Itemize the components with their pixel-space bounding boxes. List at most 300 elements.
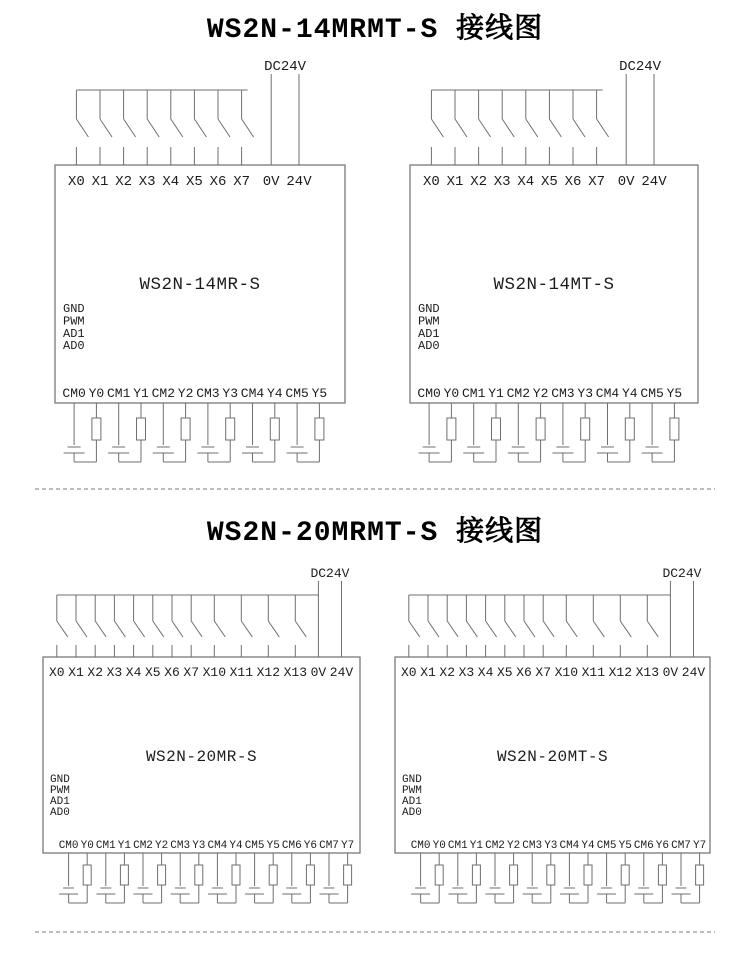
switch-blade — [505, 621, 516, 637]
no-contact-switch-icon — [466, 595, 477, 637]
side-port-label: PWM — [50, 785, 70, 797]
load-resistor-icon — [344, 865, 352, 885]
no-contact-switch-icon — [134, 595, 145, 637]
no-contact-switch-icon — [524, 595, 535, 637]
input-terminal-label: X3 — [493, 174, 511, 190]
input-terminal-label: X0 — [400, 665, 417, 680]
switch-blade — [647, 621, 658, 637]
power-terminal-label: 0V — [310, 665, 327, 680]
output-terminal-label: CM5 — [285, 386, 309, 401]
input-terminal-label: X6 — [516, 665, 532, 680]
dc24v-label: DC24V — [264, 59, 307, 75]
side-port-label: PWM — [63, 314, 85, 329]
load-resistor-icon — [625, 418, 634, 440]
side-port-label: PWM — [402, 785, 422, 797]
side-port-label: GND — [50, 774, 70, 786]
load-resistor-icon — [232, 865, 240, 885]
side-port-label: GND — [402, 774, 422, 786]
input-terminal-label: X6 — [164, 665, 180, 680]
battery-icon — [320, 888, 339, 894]
side-port-label: PWM — [418, 314, 440, 329]
output-terminal-label: CM1 — [447, 840, 468, 852]
switch-blade — [620, 621, 631, 637]
power-terminal-label: 24V — [681, 665, 706, 680]
switch-blade — [593, 621, 604, 637]
switch-blade — [134, 621, 145, 637]
input-terminal-label: X0 — [67, 174, 85, 190]
output-load-circuit — [634, 853, 666, 903]
input-terminal-label: X2 — [470, 174, 488, 190]
load-resistor-icon — [306, 865, 314, 885]
battery-icon — [96, 888, 115, 894]
no-contact-switch-icon — [241, 595, 252, 637]
output-load-circuit — [197, 403, 234, 462]
no-contact-switch-icon — [409, 595, 420, 637]
output-load-circuit — [287, 403, 324, 462]
output-terminal-label: Y2 — [177, 386, 194, 401]
side-port-label: AD0 — [418, 339, 440, 354]
output-terminal-label: CM6 — [633, 840, 654, 852]
input-terminal-label: X1 — [91, 174, 109, 190]
input-terminal-label: X3 — [458, 665, 475, 680]
battery-icon — [560, 888, 579, 894]
load-resistor-icon — [584, 865, 592, 885]
dc24v-label: DC24V — [310, 566, 350, 581]
input-terminal-label: X7 — [183, 665, 200, 680]
output-terminal-label: Y2 — [532, 386, 549, 401]
input-terminal-label: X1 — [68, 665, 84, 680]
output-terminal-label: Y5 — [618, 840, 632, 852]
no-contact-switch-icon — [76, 595, 87, 637]
module-diagram-ws2n-20mr-s — [43, 566, 360, 903]
switch-blade — [428, 621, 439, 637]
battery-icon — [108, 447, 129, 453]
battery-icon — [59, 888, 78, 894]
no-contact-switch-icon — [543, 595, 554, 637]
switch-blade — [526, 119, 538, 137]
no-contact-switch-icon — [479, 90, 491, 137]
battery-icon — [282, 888, 301, 894]
output-load-circuit — [597, 403, 634, 462]
power-terminal-label: 24V — [641, 174, 667, 190]
output-terminal-label: Y0 — [88, 386, 105, 401]
input-terminal-label: X5 — [540, 174, 558, 190]
output-terminal-label: Y5 — [266, 840, 280, 852]
input-terminal-label: X13 — [283, 665, 308, 680]
output-terminal-label: CM7 — [671, 840, 691, 852]
no-contact-switch-icon — [597, 90, 609, 137]
output-load-circuit — [64, 403, 101, 462]
switch-blade — [431, 119, 443, 137]
module-diagram-ws2n-14mt-s — [410, 59, 698, 462]
switch-blade — [171, 119, 183, 137]
module-name: WS2N-20MR-S — [145, 748, 258, 766]
switch-blade — [194, 119, 206, 137]
input-terminal-label: X10 — [554, 665, 579, 680]
input-terminal-label: X1 — [420, 665, 436, 680]
switch-blade — [57, 621, 68, 637]
output-terminal-label: CM4 — [595, 386, 620, 401]
output-terminal-label: CM2 — [133, 840, 153, 852]
output-terminal-label: CM5 — [640, 386, 664, 401]
no-contact-switch-icon — [171, 90, 183, 137]
output-terminal-label: Y2 — [154, 840, 169, 852]
no-contact-switch-icon — [124, 90, 136, 137]
output-terminal-label: Y2 — [506, 840, 521, 852]
load-resistor-icon — [315, 418, 324, 440]
output-load-circuit — [59, 853, 91, 903]
output-terminal-label: Y4 — [229, 840, 243, 852]
battery-icon — [242, 447, 263, 453]
no-contact-switch-icon — [593, 595, 604, 637]
output-terminal-label: CM0 — [410, 840, 431, 852]
input-terminal-label: X6 — [209, 174, 227, 190]
switch-blade — [153, 621, 164, 637]
no-contact-switch-icon — [295, 595, 306, 637]
battery-icon — [419, 447, 440, 453]
module-diagram-ws2n-20mt-s — [395, 566, 710, 903]
no-contact-switch-icon — [447, 595, 458, 637]
output-terminal-label: CM0 — [417, 386, 441, 401]
no-contact-switch-icon — [428, 595, 439, 637]
section1-figures — [55, 59, 698, 462]
input-terminal-label: X11 — [229, 665, 254, 680]
output-load-circuit — [448, 853, 480, 903]
input-terminal-label: X4 — [517, 174, 535, 190]
input-terminal-label: X10 — [202, 665, 227, 680]
switch-blade — [466, 621, 477, 637]
output-terminal-label: CM3 — [170, 840, 191, 852]
input-terminal-label: X0 — [422, 174, 440, 190]
no-contact-switch-icon — [242, 90, 254, 137]
input-terminal-label: X5 — [496, 665, 513, 680]
side-port-label: AD0 — [63, 339, 85, 354]
switch-blade — [447, 621, 458, 637]
power-terminal-label: 0V — [262, 174, 280, 190]
module-name: WS2N-14MT-S — [493, 275, 615, 295]
no-contact-switch-icon — [647, 595, 658, 637]
switch-blade — [242, 119, 254, 137]
input-terminal-label: X5 — [144, 665, 161, 680]
load-resistor-icon — [270, 418, 279, 440]
power-terminal-label: 24V — [286, 174, 312, 190]
output-load-circuit — [411, 853, 443, 903]
output-terminal-label: Y0 — [80, 840, 94, 852]
load-resistor-icon — [621, 865, 629, 885]
input-terminal-label: X12 — [608, 665, 633, 680]
section2-title: WS2N-20MRMT-S 接线图 — [206, 518, 544, 549]
side-port-label: AD1 — [402, 796, 422, 808]
no-contact-switch-icon — [95, 595, 106, 637]
output-terminal-label: CM0 — [62, 386, 86, 401]
battery-icon — [672, 888, 691, 894]
output-terminal-label: Y7 — [692, 840, 707, 852]
output-terminal-label: Y1 — [133, 386, 149, 401]
load-resistor-icon — [581, 418, 590, 440]
output-terminal-label: Y1 — [469, 840, 484, 852]
no-contact-switch-icon — [214, 595, 225, 637]
switch-blade — [268, 621, 279, 637]
no-contact-switch-icon — [431, 90, 443, 137]
battery-icon — [508, 447, 529, 453]
switch-blade — [172, 621, 183, 637]
switch-blade — [124, 119, 136, 137]
output-terminal-label: Y0 — [432, 840, 446, 852]
output-load-circuit — [672, 853, 704, 903]
output-terminal-label: CM1 — [106, 386, 131, 401]
switch-blade — [295, 621, 306, 637]
output-terminal-label: Y4 — [621, 386, 638, 401]
output-terminal-label: CM3 — [551, 386, 575, 401]
switch-blade — [543, 621, 554, 637]
input-terminal-label: X11 — [581, 665, 606, 680]
load-resistor-icon — [181, 418, 190, 440]
output-load-circuit — [508, 403, 545, 462]
no-contact-switch-icon — [100, 90, 112, 137]
input-terminal-label: X4 — [477, 665, 494, 680]
load-resistor-icon — [447, 418, 456, 440]
output-load-circuit — [486, 853, 518, 903]
side-port-label: AD1 — [418, 326, 440, 341]
output-load-circuit — [108, 403, 145, 462]
output-load-circuit — [419, 403, 456, 462]
input-terminal-label: X2 — [439, 665, 456, 680]
no-contact-switch-icon — [268, 595, 279, 637]
switch-blade — [549, 119, 561, 137]
switch-blade — [218, 119, 230, 137]
load-resistor-icon — [120, 865, 128, 885]
switch-blade — [76, 119, 88, 137]
load-resistor-icon — [137, 418, 146, 440]
output-terminal-label: CM6 — [281, 840, 302, 852]
battery-icon — [171, 888, 190, 894]
no-contact-switch-icon — [526, 90, 538, 137]
input-terminal-label: X4 — [125, 665, 142, 680]
output-terminal-label: Y4 — [581, 840, 595, 852]
module-name: WS2N-20MT-S — [496, 748, 609, 766]
no-contact-switch-icon — [153, 595, 164, 637]
battery-icon — [134, 888, 153, 894]
battery-icon — [634, 888, 653, 894]
output-terminal-label: Y6 — [303, 840, 318, 852]
dc24v-label: DC24V — [662, 566, 702, 581]
input-terminal-label: X12 — [256, 665, 281, 680]
input-terminal-label: X5 — [185, 174, 203, 190]
no-contact-switch-icon — [76, 90, 88, 137]
load-resistor-icon — [158, 865, 166, 885]
load-resistor-icon — [195, 865, 203, 885]
output-terminal-label: Y3 — [577, 386, 594, 401]
no-contact-switch-icon — [57, 595, 68, 637]
output-terminal-label: CM2 — [485, 840, 505, 852]
dc24v-label: DC24V — [619, 59, 662, 75]
switch-blade — [597, 119, 609, 137]
switch-blade — [524, 621, 535, 637]
output-terminal-label: Y1 — [488, 386, 504, 401]
switch-blade — [486, 621, 497, 637]
load-resistor-icon — [92, 418, 101, 440]
load-resistor-icon — [536, 418, 545, 440]
output-terminal-label: Y5 — [311, 386, 328, 401]
battery-icon — [287, 447, 308, 453]
output-terminal-label: CM1 — [461, 386, 486, 401]
no-contact-switch-icon — [620, 595, 631, 637]
switch-blade — [241, 621, 252, 637]
module-diagram-ws2n-14mr-s — [55, 59, 345, 462]
battery-icon — [448, 888, 467, 894]
output-load-circuit — [242, 403, 279, 462]
no-contact-switch-icon — [573, 90, 585, 137]
input-terminal-label: X3 — [106, 665, 123, 680]
switch-blade — [147, 119, 159, 137]
output-terminal-label: Y3 — [544, 840, 558, 852]
output-terminal-label: CM1 — [95, 840, 116, 852]
no-contact-switch-icon — [566, 595, 577, 637]
output-load-circuit — [153, 403, 190, 462]
battery-icon — [197, 447, 218, 453]
side-port-label: GND — [418, 302, 440, 316]
switch-blade — [95, 621, 106, 637]
output-terminal-label: Y3 — [192, 840, 206, 852]
battery-icon — [64, 447, 85, 453]
output-terminal-label: Y1 — [117, 840, 132, 852]
switch-blade — [409, 621, 420, 637]
load-resistor-icon — [269, 865, 277, 885]
battery-icon — [208, 888, 227, 894]
power-terminal-label: 24V — [329, 665, 354, 680]
battery-icon — [411, 888, 430, 894]
no-contact-switch-icon — [455, 90, 467, 137]
output-terminal-label: Y3 — [222, 386, 239, 401]
battery-icon — [245, 888, 264, 894]
input-terminal-label: X7 — [233, 174, 251, 190]
output-terminal-label: Y4 — [266, 386, 283, 401]
output-load-circuit — [134, 853, 166, 903]
battery-icon — [597, 447, 618, 453]
load-resistor-icon — [226, 418, 235, 440]
switch-blade — [100, 119, 112, 137]
input-terminal-label: X0 — [48, 665, 65, 680]
battery-icon — [153, 447, 174, 453]
no-contact-switch-icon — [194, 90, 206, 137]
load-resistor-icon — [510, 865, 518, 885]
output-terminal-label: CM5 — [596, 840, 617, 852]
no-contact-switch-icon — [549, 90, 561, 137]
output-terminal-label: CM0 — [58, 840, 79, 852]
output-terminal-label: CM7 — [319, 840, 339, 852]
output-load-circuit — [208, 853, 240, 903]
power-terminal-label: 0V — [617, 174, 635, 190]
load-resistor-icon — [472, 865, 480, 885]
output-load-circuit — [560, 853, 592, 903]
output-load-circuit — [96, 853, 128, 903]
output-load-circuit — [523, 853, 555, 903]
input-terminal-label: X2 — [87, 665, 104, 680]
output-terminal-label: CM3 — [522, 840, 543, 852]
output-load-circuit — [171, 853, 203, 903]
switch-blade — [114, 621, 125, 637]
battery-icon — [597, 888, 616, 894]
load-resistor-icon — [547, 865, 555, 885]
module-name: WS2N-14MR-S — [139, 275, 261, 295]
switch-blade — [573, 119, 585, 137]
no-contact-switch-icon — [505, 595, 516, 637]
load-resistor-icon — [670, 418, 679, 440]
no-contact-switch-icon — [147, 90, 159, 137]
output-load-circuit — [245, 853, 277, 903]
load-resistor-icon — [83, 865, 91, 885]
battery-icon — [463, 447, 484, 453]
power-terminal-label: 0V — [662, 665, 679, 680]
output-terminal-label: CM3 — [196, 386, 220, 401]
section2-figures — [43, 566, 710, 903]
output-terminal-label: CM2 — [151, 386, 176, 401]
no-contact-switch-icon — [172, 595, 183, 637]
no-contact-switch-icon — [502, 90, 514, 137]
input-terminal-label: X3 — [138, 174, 156, 190]
input-terminal-label: X6 — [564, 174, 582, 190]
side-port-label: AD1 — [50, 796, 70, 808]
output-terminal-label: Y7 — [340, 840, 355, 852]
load-resistor-icon — [696, 865, 704, 885]
switch-blade — [502, 119, 514, 137]
output-terminal-label: CM4 — [559, 840, 580, 852]
input-terminal-label: X4 — [162, 174, 180, 190]
switch-blade — [455, 119, 467, 137]
load-resistor-icon — [658, 865, 666, 885]
side-port-label: AD0 — [402, 807, 422, 819]
battery-icon — [523, 888, 542, 894]
switch-blade — [76, 621, 87, 637]
load-resistor-icon — [492, 418, 501, 440]
input-terminal-label: X2 — [115, 174, 133, 190]
load-resistor-icon — [435, 865, 443, 885]
output-terminal-label: CM5 — [244, 840, 265, 852]
input-terminal-label: X13 — [635, 665, 660, 680]
output-load-circuit — [552, 403, 589, 462]
side-port-label: AD1 — [63, 326, 85, 341]
output-terminal-label: CM2 — [506, 386, 531, 401]
input-terminal-label: X7 — [588, 174, 606, 190]
output-load-circuit — [463, 403, 500, 462]
input-terminal-label: X7 — [535, 665, 552, 680]
output-load-circuit — [597, 853, 629, 903]
output-terminal-label: Y6 — [655, 840, 670, 852]
output-terminal-label: CM4 — [240, 386, 265, 401]
switch-blade — [566, 621, 577, 637]
battery-icon — [642, 447, 663, 453]
no-contact-switch-icon — [486, 595, 497, 637]
battery-icon — [552, 447, 573, 453]
no-contact-switch-icon — [191, 595, 202, 637]
no-contact-switch-icon — [218, 90, 230, 137]
switch-blade — [214, 621, 225, 637]
output-load-circuit — [282, 853, 314, 903]
output-load-circuit — [320, 853, 352, 903]
side-port-label: AD0 — [50, 807, 70, 819]
output-terminal-label: Y5 — [666, 386, 683, 401]
section1-title: WS2N-14MRMT-S 接线图 — [206, 15, 544, 46]
input-terminal-label: X1 — [446, 174, 464, 190]
switch-blade — [191, 621, 202, 637]
switch-blade — [479, 119, 491, 137]
output-terminal-label: CM4 — [207, 840, 228, 852]
output-terminal-label: Y0 — [443, 386, 460, 401]
no-contact-switch-icon — [114, 595, 125, 637]
side-port-label: GND — [63, 302, 85, 316]
battery-icon — [486, 888, 505, 894]
output-load-circuit — [642, 403, 679, 462]
